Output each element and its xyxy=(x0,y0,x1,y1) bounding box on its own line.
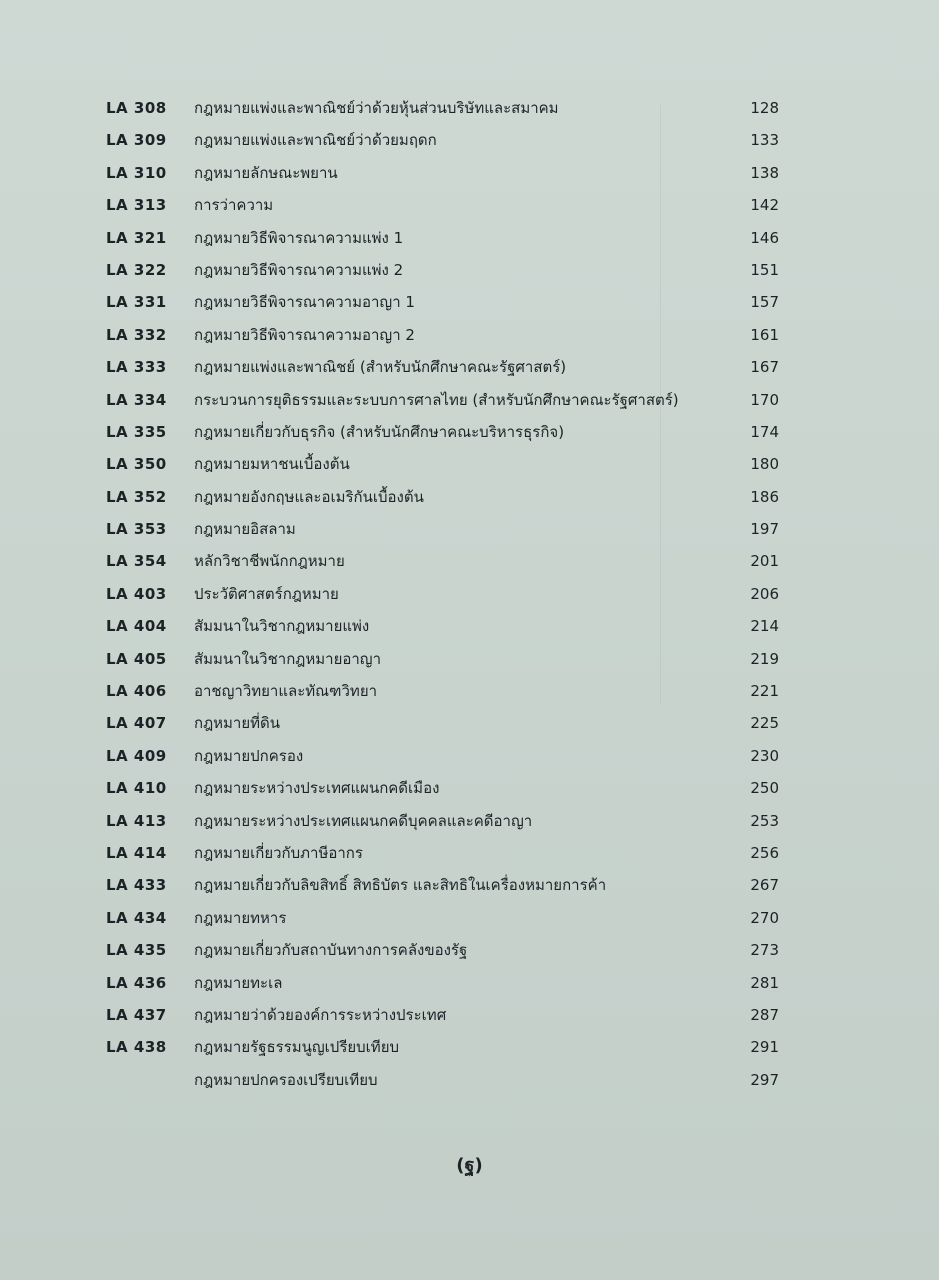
course-title: กฎหมายวิธีพิจารณาความแพ่ง 1 xyxy=(194,228,404,247)
toc-entry xyxy=(0,513,939,545)
page-number: 270 xyxy=(750,908,779,927)
toc-entry xyxy=(0,967,939,999)
course-code: LA 403 xyxy=(106,584,167,603)
course-title: กฎหมายแพ่งและพาณิชย์ (สำหรับนักศึกษาคณะรัฐศาสตร์) xyxy=(194,358,567,377)
page-number: 221 xyxy=(750,682,779,701)
toc-entry xyxy=(0,319,939,351)
page-number: 180 xyxy=(750,455,779,474)
course-title: กฎหมายปกครองเปรียบเทียบ xyxy=(194,1070,378,1089)
course-code: LA 414 xyxy=(106,843,167,862)
toc-entry xyxy=(0,351,939,383)
course-code: LA 434 xyxy=(106,908,167,927)
course-title: กฎหมายเกี่ยวกับธุรกิจ (สำหรับนักศึกษาคณะบริหารธุรกิจ) xyxy=(194,422,565,441)
page-number: 197 xyxy=(750,520,779,539)
page-number: 167 xyxy=(750,358,779,377)
course-title: กฎหมายปกครอง xyxy=(194,746,304,765)
course-code: LA 308 xyxy=(106,99,167,117)
course-title: กฎหมายที่ดิน xyxy=(194,714,281,733)
page-number: 214 xyxy=(750,617,779,636)
course-title: กฎหมายลักษณะพยาน xyxy=(194,163,338,182)
course-code: LA 313 xyxy=(106,196,167,215)
page-number: 230 xyxy=(750,746,779,765)
page-number: 138 xyxy=(750,163,779,182)
toc-entry xyxy=(0,286,939,318)
page-number: 291 xyxy=(750,1038,779,1057)
course-title: กฎหมายวิธีพิจารณาความอาญา 2 xyxy=(194,325,415,344)
toc-entry xyxy=(0,902,939,934)
course-title: สัมมนาในวิชากฎหมายแพ่ง xyxy=(194,617,370,636)
toc-entry xyxy=(0,545,939,577)
course-code: LA 406 xyxy=(106,682,167,701)
toc-entry xyxy=(0,448,939,480)
course-code: LA 310 xyxy=(106,163,167,182)
page-number: 297 xyxy=(750,1070,779,1089)
toc-entry xyxy=(0,254,939,286)
course-title: กฎหมายทะเล xyxy=(194,973,283,992)
page-number: 201 xyxy=(750,552,779,571)
course-code: LA 437 xyxy=(106,1005,167,1024)
course-title: กฎหมายระหว่างประเทศแผนกคดีเมือง xyxy=(194,779,440,798)
course-title: สัมมนาในวิชากฎหมายอาญา xyxy=(194,649,381,668)
table-of-contents xyxy=(0,92,939,1096)
toc-entry xyxy=(0,934,939,966)
page-number: 219 xyxy=(750,649,779,668)
course-code: LA 438 xyxy=(106,1038,167,1057)
toc-entry xyxy=(0,384,939,416)
toc-entry xyxy=(0,578,939,610)
toc-entry xyxy=(0,1064,939,1096)
course-title: กระบวนการยุติธรรมและระบบการศาลไทย (สำหรับนักศึกษาคณะรัฐศาสตร์) xyxy=(194,390,679,409)
course-title: กฎหมายอังกฤษและอเมริกันเบื้องต้น xyxy=(194,487,424,506)
toc-entry xyxy=(0,92,939,124)
course-title: การว่าความ xyxy=(194,196,274,215)
toc-entry xyxy=(0,707,939,739)
page-number: 225 xyxy=(750,714,779,733)
page-number: 267 xyxy=(750,876,779,895)
course-title: อาชญาวิทยาและทัณฑวิทยา xyxy=(194,682,378,701)
page-number: 146 xyxy=(750,228,779,247)
page-number: 281 xyxy=(750,973,779,992)
course-code: LA 410 xyxy=(106,779,167,798)
course-code: LA 409 xyxy=(106,746,167,765)
toc-entry xyxy=(0,1031,939,1063)
course-code: LA 322 xyxy=(106,260,167,279)
course-title: กฎหมายว่าด้วยองค์การระหว่างประเทศ xyxy=(194,1005,447,1024)
page-number: 142 xyxy=(750,196,779,215)
toc-entry xyxy=(0,416,939,448)
course-title: กฎหมายแพ่งและพาณิชย์ว่าด้วยหุ้นส่วนบริษัทและสมาคม xyxy=(194,99,559,117)
toc-entry xyxy=(0,869,939,901)
page-folio: (ฐ) xyxy=(456,1155,483,1176)
page-number: 273 xyxy=(750,941,779,960)
toc-entry xyxy=(0,481,939,513)
page-number: 250 xyxy=(750,779,779,798)
toc-entry xyxy=(0,999,939,1031)
course-code: LA 332 xyxy=(106,325,167,344)
course-code: LA 436 xyxy=(106,973,167,992)
toc-entry xyxy=(0,837,939,869)
page-number: 128 xyxy=(750,99,779,117)
course-title: กฎหมายแพ่งและพาณิชย์ว่าด้วยมฤดก xyxy=(194,131,437,150)
course-title: กฎหมายเกี่ยวกับภาษีอากร xyxy=(194,843,363,862)
course-code: LA 350 xyxy=(106,455,167,474)
toc-entry xyxy=(0,805,939,837)
course-code: LA 309 xyxy=(106,131,167,150)
toc-entry xyxy=(0,675,939,707)
course-code: LA 353 xyxy=(106,520,167,539)
course-code: LA 354 xyxy=(106,552,167,571)
page-number: 133 xyxy=(750,131,779,150)
course-code: LA 334 xyxy=(106,390,167,409)
course-code: LA 321 xyxy=(106,228,167,247)
course-code: LA 405 xyxy=(106,649,167,668)
page-number: 157 xyxy=(750,293,779,312)
page-number: 256 xyxy=(750,843,779,862)
toc-entry xyxy=(0,610,939,642)
course-code: LA 331 xyxy=(106,293,167,312)
course-title: กฎหมายวิธีพิจารณาความอาญา 1 xyxy=(194,293,415,312)
course-code: LA 407 xyxy=(106,714,167,733)
toc-entry xyxy=(0,772,939,804)
course-title: กฎหมายอิสลาม xyxy=(194,520,296,539)
page-number: 174 xyxy=(750,422,779,441)
course-title: หลักวิชาชีพนักกฎหมาย xyxy=(194,552,345,571)
course-title: กฎหมายวิธีพิจารณาความแพ่ง 2 xyxy=(194,260,404,279)
page-number: 170 xyxy=(750,390,779,409)
course-code: LA 404 xyxy=(106,617,167,636)
page-number: 206 xyxy=(750,584,779,603)
page-number: 186 xyxy=(750,487,779,506)
toc-entry xyxy=(0,222,939,254)
course-title: กฎหมายมหาชนเบื้องต้น xyxy=(194,455,350,474)
course-title: กฎหมายทหาร xyxy=(194,908,287,927)
course-title: กฎหมายระหว่างประเทศแผนกคดีบุคคลและคดีอาญา xyxy=(194,811,533,830)
toc-entry xyxy=(0,740,939,772)
course-title: กฎหมายเกี่ยวกับสถาบันทางการคลังของรัฐ xyxy=(194,941,468,960)
course-code: LA 435 xyxy=(106,941,167,960)
course-title: ประวัติศาสตร์กฎหมาย xyxy=(194,584,339,603)
course-code: LA 433 xyxy=(106,876,167,895)
toc-entry xyxy=(0,643,939,675)
toc-entry xyxy=(0,157,939,189)
page-number: 287 xyxy=(750,1005,779,1024)
toc-entry xyxy=(0,189,939,221)
course-title: กฎหมายรัฐธรรมนูญเปรียบเทียบ xyxy=(194,1038,400,1057)
course-title: กฎหมายเกี่ยวกับลิขสิทธิ์ สิทธิบัตร และสิทธิในเครื่องหมายการค้า xyxy=(194,876,607,895)
page-number: 253 xyxy=(750,811,779,830)
course-code: LA 335 xyxy=(106,422,167,441)
toc-entry xyxy=(0,124,939,156)
course-code: LA 333 xyxy=(106,358,167,377)
page-number: 161 xyxy=(750,325,779,344)
course-code: LA 413 xyxy=(106,811,167,830)
page-number: 151 xyxy=(750,260,779,279)
course-code: LA 352 xyxy=(106,487,167,506)
